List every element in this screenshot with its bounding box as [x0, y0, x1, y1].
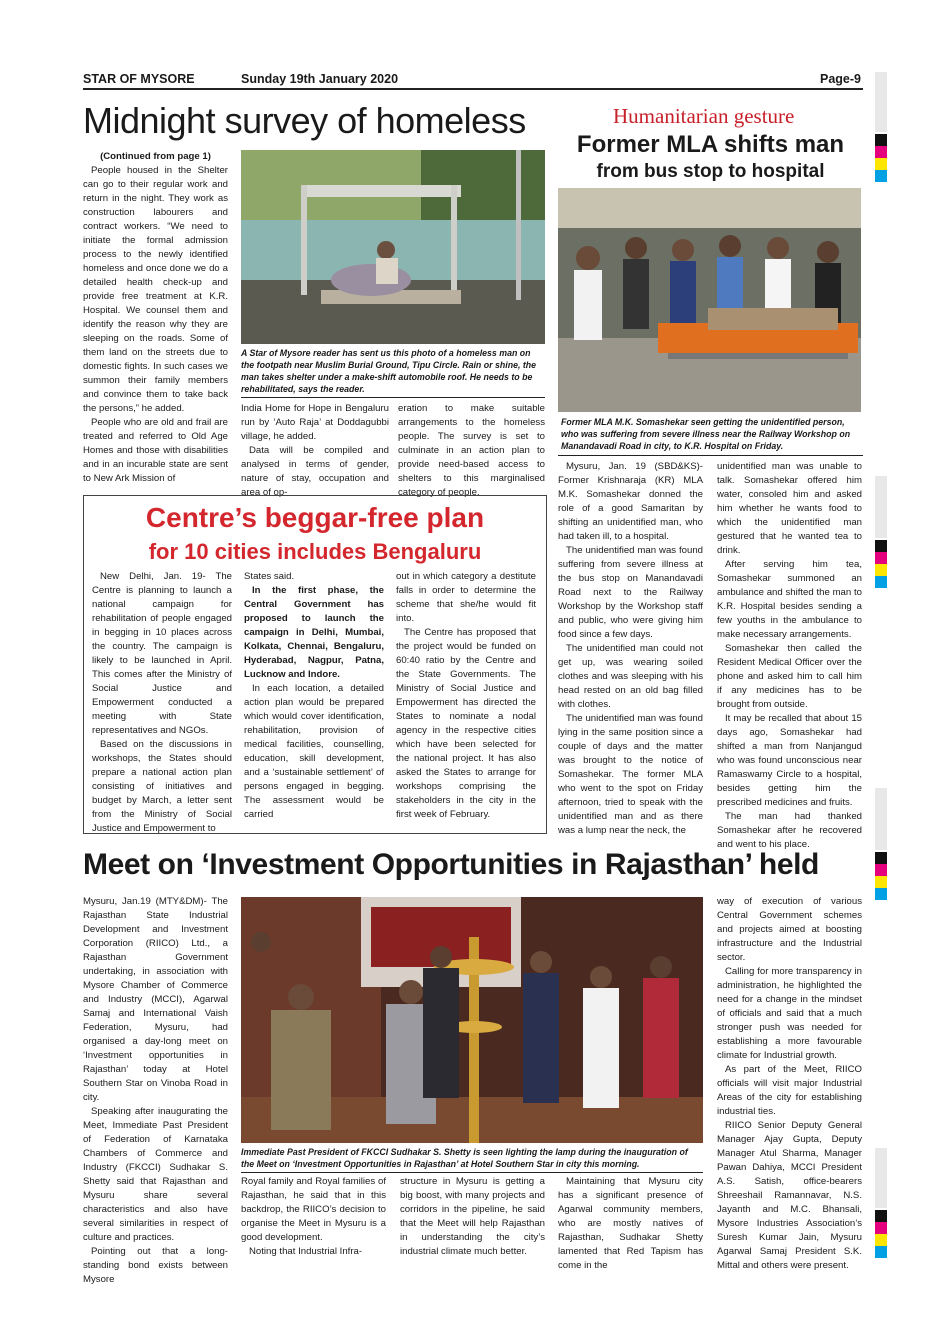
article3-para: Based on the discussions in workshops, the States should prepare a national action plan consisting of initiatives and budget by March, a letter sent from the Ministry of Social Justice and Empowerment to — [92, 739, 232, 834]
article3-headline-line1: Centre’s beggar-free plan — [145, 502, 485, 533]
article4-para: RIICO Senior Deputy General Manager Ajay Gupta, Deputy Manager Atul Sharma, Manager Pawan Dahiya, MCCI President A.S. Satish, office-bearers Shreeshail Ramannavar, N.S. Jayanth and M.C. Bhansali, Mysore Industries Association’s Suresh Kumar Jain, Mysuru Agarwal Samaj President S.K. Mittal and others were present. — [717, 1120, 862, 1271]
article1-para: People who are old and frail are treated and referred to Old Age Homes and those with disabilities and in an incurable state are sent to New Ark Mission of — [83, 417, 228, 484]
article4-para: Maintaining that Mysuru city has a significant presence of Agarwal community members, who are mostly natives of Rajasthan, Sudhakar Shetty lamented that Red Tapism has come in the — [558, 1176, 703, 1271]
article2-col2 — [717, 460, 862, 852]
photo-illustration — [558, 188, 861, 412]
article2-para: unidentified man was unable to talk. Somashekar offered him water, consoled him and asked him whether he wants food to which the unidentified man gestured that he wanted tea to drink. — [717, 461, 862, 556]
header-rule — [83, 88, 863, 90]
article4-headline: Meet on ‘Investment Opportunities in Rajasthan’ held — [83, 848, 819, 881]
article4-para: Calling for more transparency in administration, he highlighted the need for a change in the mindset of officials and said that a much stronger push was needed for establishing a more favourable climate for Industrial growth. — [717, 966, 862, 1061]
issue-date: Sunday 19th January 2020 — [241, 72, 399, 86]
article4-para: As part of the Meet, RIICO officials will visit major Industrial Areas of the city for establishing industrial ties. — [717, 1064, 862, 1117]
article3-col3 — [396, 570, 536, 822]
article2-para: Somashekar then called the Resident Medical Officer over the phone and asked him to call him if any medicines has to be brought from outside. — [717, 643, 862, 710]
article2-para: It may be recalled that about 15 days ago, Somashekar had shifted a man from Nanjangud who was found unconscious near Ramaswamy Circle to a hospital, besides getting him the prescribed medicines and fruits. — [717, 713, 862, 808]
photo-illustration — [241, 150, 545, 344]
article4-para: Mysuru, Jan.19 (MTY&DM)- The Rajasthan State Industrial Development and Investment Corporation (RIICO) Ltd., a Rajasthan Government undertaking, in association with Mysore Chamber of Commerce and Industry (MCCI), Agarwal Samaj and International Vaish Federation, Mysuru, had organised a day-long meet on ‘Investment opportunities in Rajasthan’ today at Hotel Southern Star on Vinoba Road in city. — [83, 896, 228, 1103]
article4-col5 — [717, 895, 862, 1273]
article1-para: People housed in the Shelter can go to their regular work and return in the night. They work as construction labourers and contract workers. “We need to initiate the formal admission process to the newly identified homeless and once done we do a detailed health check-up and provide free treatment at K.R. Hospital. We counsel them and identify the reason why they are sleeping on the roads. Some of them land on the streets due to domestic fights. In such cases we summon their family members and convince them to take back the persons,” he added. — [83, 165, 228, 414]
color-registration-mark — [875, 134, 887, 182]
color-registration-mark — [875, 852, 887, 900]
article2-para: The unidentified man could not get up, was wearing soiled clothes and was sleeping with his head rested on an old bag filled with clothes. — [558, 643, 703, 710]
article2-headline-line1: Former MLA shifts man — [576, 131, 845, 158]
lamp-lighting-photo — [241, 897, 703, 1143]
article1-para: eration to make suitable arrangements to the homeless people. The survey is set to culminate in an action plan to provide need-based access to shelters to this marginalised category of people. — [398, 403, 545, 498]
caption-rule — [241, 1172, 703, 1173]
article3-para: In each location, a detailed action plan would be prepared which would cover identification, rehabilitation, provision of medical facilities, counselling, education, skill development, and a ‘sustainable settlement’ of persons engaged in begging. The assessment would be carried — [244, 683, 384, 820]
article3-para: States said. — [244, 571, 295, 582]
continued-note: (Continued from page 1) — [100, 151, 211, 162]
article4-col3 — [400, 1175, 545, 1259]
article1-para: India Home for Hope in Bengaluru run by ‘Auto Raja’ at Doddagubbi village, he added. — [241, 403, 389, 442]
article3-para: out in which category a destitute falls in order to determine the scheme that she/he would fit into. — [396, 571, 536, 624]
print-mark-bar — [875, 1148, 887, 1208]
article4-para: Royal family and Royal families of Rajasthan, he said that in this backdrop, the RIICO’s decision to organise the Meet in Mysuru is a good development. — [241, 1176, 386, 1243]
homeless-man-photo — [241, 150, 545, 344]
article2-para: The unidentified man was found lying in the same position since a couple of days and the matter was brought to the notice of Somashekar. The former MLA who went to the spot on Friday afternoon, tried to speak with the unidentified man and as there was a lump near the neck, the — [558, 713, 703, 836]
article1-col1 — [83, 150, 228, 486]
article1-headline: Midnight survey of homeless — [83, 100, 526, 141]
article2-para: After serving him tea, Somashekar summoned an ambulance and shifted the man to K.R. Hospital besides sending a few youths in the ambulance to make necessary arrangements. — [717, 559, 862, 640]
article4-col4 — [558, 1175, 703, 1273]
print-mark-bar — [875, 72, 887, 132]
article4-para: structure in Mysuru is getting a big boost, with many projects and corridors in the pipeline, he said that the Meet will help Rajasthan in understanding the city’s industrial climate much better. — [400, 1176, 545, 1257]
article4-para: Noting that Industrial Infra- — [249, 1246, 363, 1257]
masthead-name: STAR OF MYSORE — [83, 72, 195, 86]
article4-photo-caption: Immediate Past President of FKCCI Sudhakar S. Shetty is seen lighting the lamp during the inauguration of the Meet on ‘Investment Opportunities in Rajasthan’ at Hotel Southern Star in city this morning. — [241, 1147, 688, 1169]
article3-col2 — [244, 570, 384, 822]
article3-para: The Centre has proposed that the project would be funded on 60:40 ratio by the Centre and the State Governments. The Ministry of Social Justice and Empowerment has directed the States to nominate a nodal agency in the respective cities which have been selected for the national project. It has also asked the States to arrange for workshops comprising the stakeholders in the city in the first week of February. — [396, 627, 536, 820]
article2-col1 — [558, 460, 703, 838]
photo-illustration — [241, 897, 703, 1143]
article1-col3 — [398, 402, 545, 500]
article2-para: Mysuru, Jan. 19 (SBD&KS)- Former Krishnaraja (KR) MLA M.K. Somashekar donned the role of a good Samaritan by shifting an unidentified man, who had taken ill, to a hospital. — [558, 461, 703, 542]
article4-para: Speaking after inaugurating the Meet, Immediate Past President of Federation of Karnataka Chambers of Commerce and Industry (FKCCI) Sudhakar S. Shetty said that Rajasthan and Mysuru share several characteristics and also have several similarities in respect of culture and practices. — [83, 1106, 228, 1243]
article2-headline-line2: from bus stop to hospital — [596, 161, 825, 182]
ambulance-photo — [558, 188, 861, 412]
caption-rule — [558, 455, 863, 456]
article3-headline-line2: for 10 cities includes Bengaluru — [148, 539, 482, 564]
article2-para: The unidentified man was found suffering from severe illness at the bus stop on Manandavadi Road next to the Railway Workshop by the Workshop staff and public, who were giving him food since a few days. — [558, 545, 703, 640]
article2-para: The man had thanked Somashekar after he recovered and went to his place. — [717, 811, 862, 850]
page-number: Page-9 — [820, 72, 861, 86]
article2-kicker: Humanitarian gesture — [613, 104, 795, 128]
article2-photo-caption: Former MLA M.K. Somashekar seen getting the unidentified person, who was suffering from severe illness near the Railway Workshop on Manandavadi Road in city, to K.R. Hospital on Friday. — [561, 417, 851, 451]
caption-rule — [241, 397, 545, 398]
article4-para: Pointing out that a long-standing bond exists between Mysore — [83, 1246, 228, 1285]
print-mark-bar — [875, 788, 887, 850]
article3-para: New Delhi, Jan. 19- The Centre is planning to launch a national campaign for rehabilitation of people engaged in begging in 10 places across the country. The campaign is likely to be launched in April. This comes after the Ministry of Social Justice and Empowerment conducted a meeting with State representatives and NGOs. — [92, 571, 232, 736]
color-registration-mark — [875, 540, 887, 588]
article4-para: way of execution of various Central Government schemes and projects aimed at boosting infrastructure and the Industrial sector. — [717, 896, 862, 963]
article1-photo-caption: A Star of Mysore reader has sent us this photo of a homeless man on the footpath near Muslim Burial Ground, Tipu Circle. Rain or shine, the man takes shelter under a make-shift automobile roof. He needs to be rehabilitated, says the reader. — [241, 348, 537, 394]
article1-para: Data will be compiled and analysed in terms of gender, nature of stay, occupation and area of op- — [241, 445, 389, 498]
article4-col2 — [241, 1175, 386, 1259]
article3-col1 — [92, 570, 232, 836]
article3-para-bold: In the first phase, the Central Government has proposed to launch the campaign in Delhi, Mumbai, Kolkata, Chennai, Bengaluru, Hyderabad, Nagpur, Patna, Lucknow and Indore. — [244, 585, 384, 680]
color-registration-mark — [875, 1210, 887, 1258]
article4-col1 — [83, 895, 228, 1287]
print-mark-bar — [875, 476, 887, 538]
article1-col2 — [241, 402, 389, 500]
